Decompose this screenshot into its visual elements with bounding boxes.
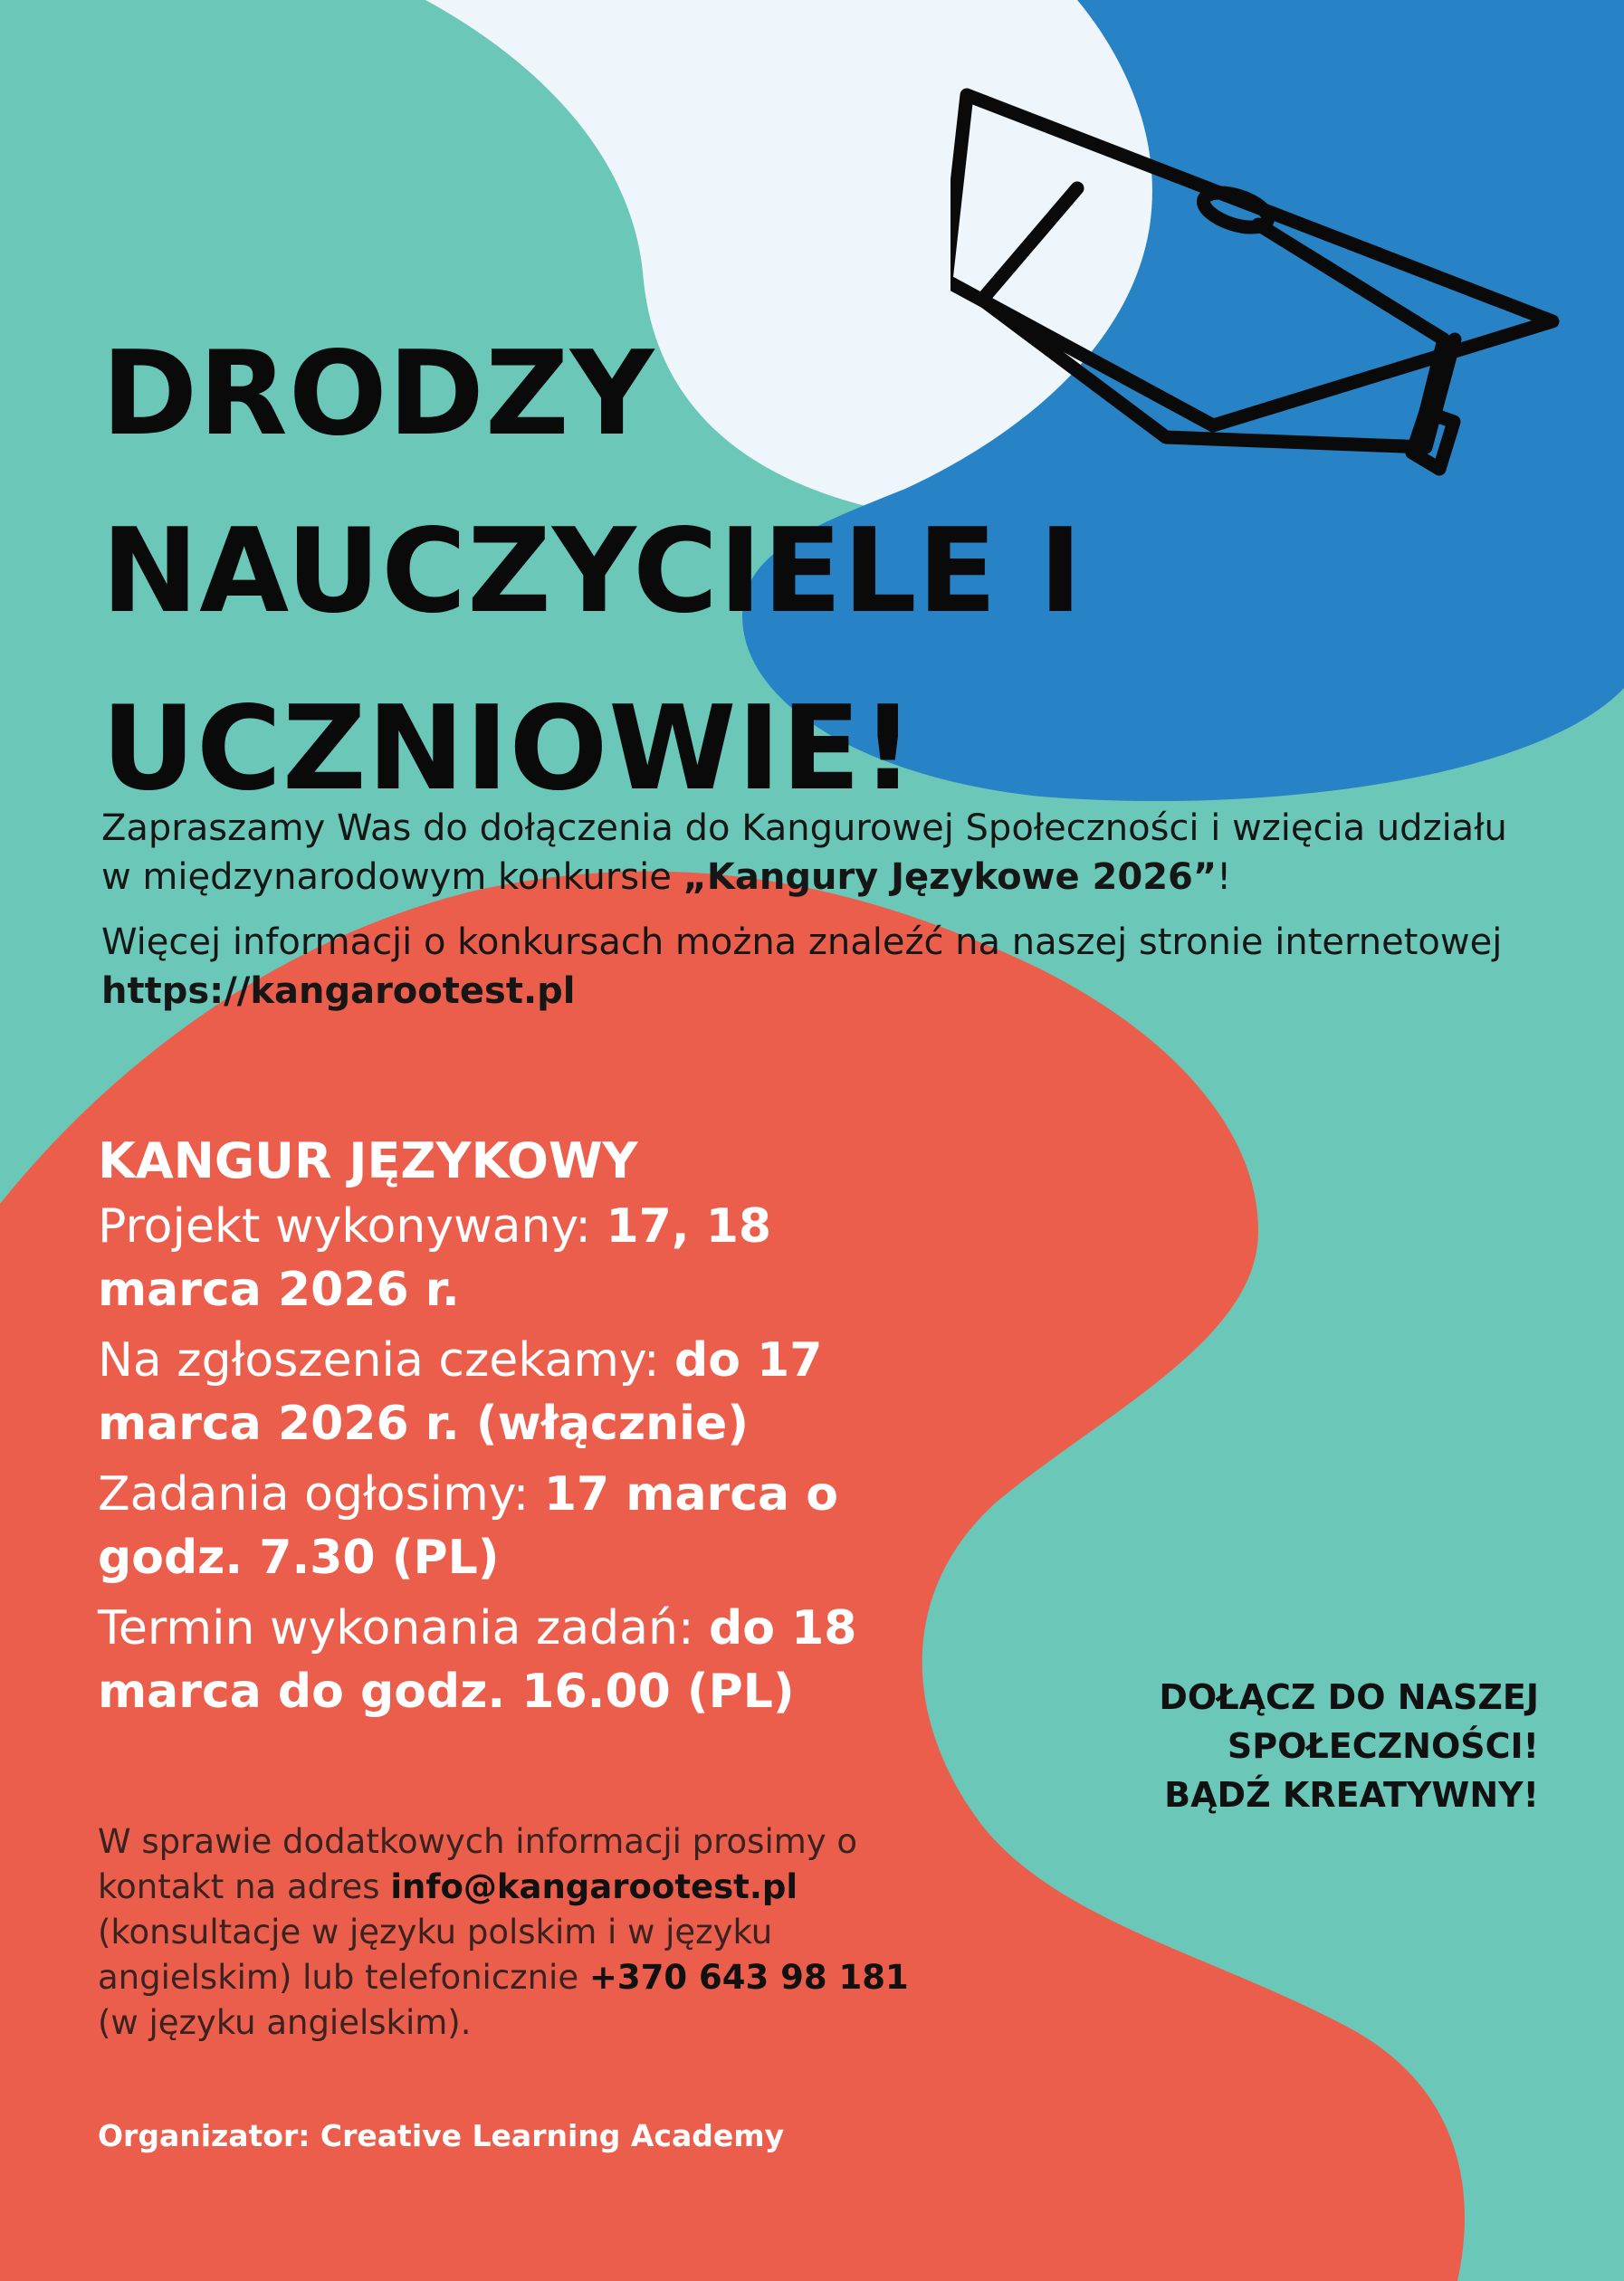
cta-line-1: DOŁĄCZ DO NASZEJ [1159,1677,1539,1717]
contact-text-3: (w języku angielskim). [98,2003,472,2042]
info-label: Zadania ogłosimy: [98,1467,544,1522]
contact-phone[interactable]: +370 643 98 181 [588,1958,909,1997]
contest-info-item [98,1463,912,1589]
intro-text [101,804,1514,1032]
contest-info [98,1130,912,1731]
info-value: do 17 marca 2026 r. (włącznie) [98,1333,823,1451]
call-to-action [1068,1673,1539,1819]
info-label: Na zgłoszenia czekamy: [98,1333,674,1388]
info-value: 17 marca o godz. 7.30 (PL) [98,1467,838,1585]
info-label: Termin wykonania zadań: [98,1601,710,1656]
contact-text-1: W sprawie dodatkowych informacji prosimy o kontakt na adres [98,1822,858,1906]
intro-paragraph-1 [101,804,1514,902]
title-line-3: UCZNIOWIE! [101,682,915,816]
intro-p1-text: Zapraszamy Was do dołączenia do Kangurowej Społeczności i wzięcia udziału w międzynarodowym konkursie [101,807,1507,898]
contest-name: „Kangury Językowe 2026” [683,856,1218,898]
cta-line-3: BĄDŹ KREATYWNY! [1164,1775,1539,1815]
website-link[interactable]: https://kangarootest.pl [101,970,576,1012]
organizer: Organizator: Creative Learning Academy [98,2118,785,2153]
contest-title: KANGUR JĘZYKOWY [98,1132,638,1189]
contact-info [98,1819,912,2046]
intro-p1-end: ! [1217,856,1232,898]
contact-email[interactable]: info@kangarootest.pl [390,1867,798,1906]
contest-info-item [98,1329,912,1455]
title-line-2: NAUCZYCIELE I [101,504,1084,639]
info-value: do 18 marca do godz. 16.00 (PL) [98,1601,857,1719]
contact-text-2: (konsultacje w języku polskim i w języku angielskim) lub telefonicznie [98,1913,773,1997]
intro-paragraph-2 [101,918,1514,1016]
page-title [101,306,1188,838]
contest-info-item [98,1195,912,1322]
title-line-1: DRODZY [101,327,655,462]
info-value: 17, 18 marca 2026 r. [98,1199,772,1317]
info-label: Projekt wykonywany: [98,1199,607,1254]
cta-line-2: SPOŁECZNOŚCI! [1227,1726,1539,1766]
contest-info-item [98,1597,912,1723]
intro-p2-text: Więcej informacji o konkursach można znaleźć na naszej stronie internetowej [101,921,1503,963]
